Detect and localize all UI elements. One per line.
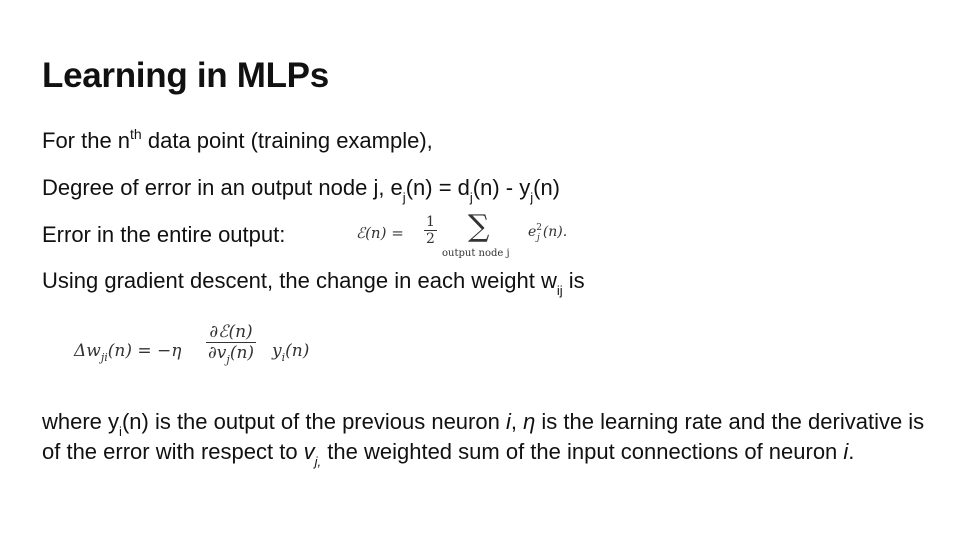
line2-text: Degree of error in an output node j, e — [42, 175, 403, 200]
line4-post: is — [562, 268, 585, 293]
eq1-e: e — [528, 224, 537, 240]
eq2-frac-den — [206, 343, 256, 366]
line-error-entire-output: Error in the entire output: — [42, 222, 286, 247]
para-eta: η — [523, 409, 536, 434]
line2-sub1: j — [402, 190, 406, 205]
eq2-den-v: ∂v — [208, 343, 227, 363]
line1-post: data point (training example), — [141, 128, 433, 153]
eq2-frac — [206, 322, 256, 366]
eq1-frac-num: 1 — [426, 214, 435, 230]
line4-text: Using gradient descent, the change in each weight w — [42, 268, 557, 293]
eq2-y-letter: y — [272, 341, 282, 361]
slide-title: Learning in MLPs — [42, 56, 329, 95]
eq2-lhs-tail: (n) = −η — [107, 341, 182, 361]
equation-weight-update — [74, 322, 334, 384]
eq1-sum: ∑ — [468, 209, 490, 244]
eq2-y-sub: i — [281, 351, 286, 364]
para-f: . — [848, 439, 855, 464]
line2-t2: (n) - y — [472, 175, 531, 200]
eq2-delta-w: Δw — [74, 341, 101, 361]
para-a-sub: i — [119, 424, 122, 439]
eq2-lhs — [74, 341, 182, 364]
line2-t3: (n) — [533, 175, 561, 200]
eq1-e-sup: 2 — [536, 223, 543, 233]
para-d: is the learning rate and the derivative is of the error with respect to — [42, 409, 925, 464]
line1-sup: th — [130, 126, 142, 142]
para-i1: i — [505, 409, 511, 434]
line-degree-of-error — [42, 175, 561, 205]
line2-sub2: j — [469, 190, 473, 205]
explanation-paragraph — [42, 407, 932, 467]
para-i2: i — [843, 439, 849, 464]
line-gradient-descent — [42, 268, 585, 298]
eq1-sum-under — [442, 248, 510, 259]
eq1-term — [528, 223, 568, 243]
eq1-fraction — [424, 214, 437, 247]
eq1-tail: (n). — [542, 224, 568, 240]
eq2-frac-num: ∂ℰ(n) — [206, 322, 256, 343]
line4-sub: ij — [556, 283, 563, 298]
eq1-frac-den: 2 — [426, 231, 435, 247]
line2-t1: (n) = d — [405, 175, 470, 200]
eq1-e-sub: j — [537, 233, 540, 243]
eq2-den-sub: j — [226, 353, 230, 366]
eq2-den-tail: (n) — [229, 343, 255, 363]
eq2-fraction — [206, 322, 256, 366]
eq2-y-tail: (n) — [285, 341, 310, 361]
para-e: the weighted sum of the input connections of neuron — [321, 439, 844, 464]
eq2-y — [272, 341, 310, 364]
eq1-frac — [424, 214, 437, 247]
eq1-sum-under-text: output node j — [442, 248, 510, 259]
eq1-lhs: ℰ(n) = — [356, 224, 404, 242]
equation-total-error — [356, 209, 596, 264]
para-a: where y — [42, 409, 120, 434]
para-v: v — [303, 439, 315, 464]
para-c: , — [510, 409, 524, 434]
line1-pre: For the n — [42, 128, 131, 153]
para-v-sub: j, — [314, 454, 322, 469]
line2-sub3: j — [530, 190, 534, 205]
eq2-lhs-sub: ji — [100, 351, 108, 364]
line-nth-data-point — [42, 128, 433, 154]
para-b: (n) is the output of the previous neuron — [121, 409, 506, 434]
